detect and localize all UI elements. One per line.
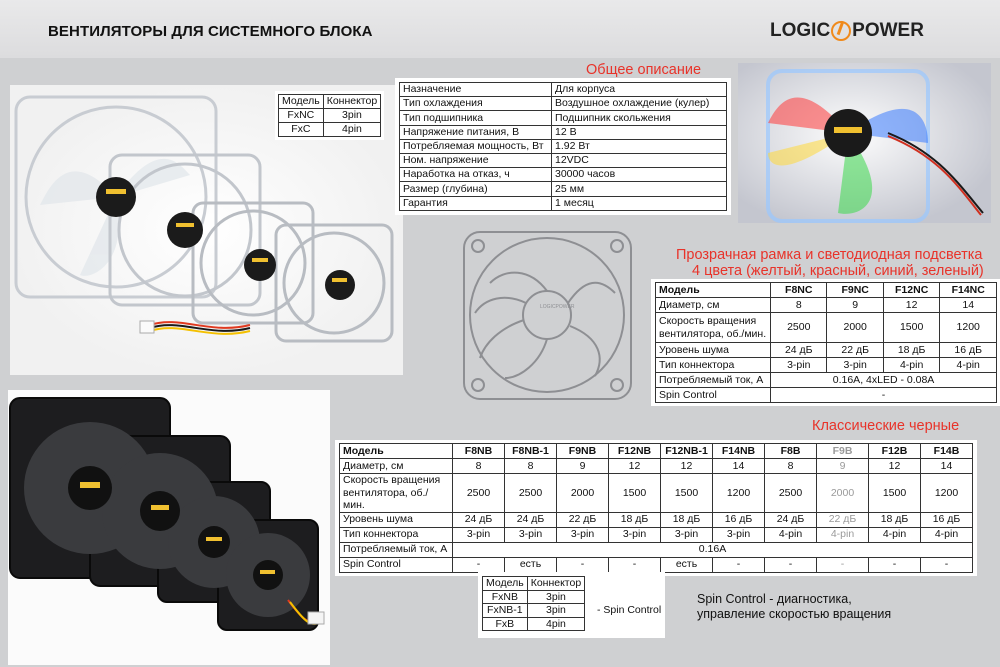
- table-row: Тип коннектора 3-pin 3-pin 3-pin 3-pin 3-pin 3-pin 4-pin 4-pin 4-pin 4-pin: [340, 527, 973, 542]
- table-row: Уровень шума 24 дБ 22 дБ 18 дБ 16 дБ: [656, 343, 997, 358]
- table-row: FxNB 3pin: [483, 590, 585, 604]
- heading-clear-line1: Прозрачная рамка и светодиодная подсветка: [676, 247, 983, 263]
- table-row: Тип охлаждения Воздушное охлаждение (кулер): [400, 97, 727, 111]
- fan-hub-label: LOGICPOWER: [540, 304, 575, 310]
- header-connector: Коннектор: [527, 577, 584, 591]
- heading-classic: Классические черные: [812, 418, 960, 434]
- table-header-row: Модель F8NB F8NB-1 F9NB F12NB F12NB-1 F14NB F8B F9B F12B F14B: [340, 444, 973, 459]
- connector-table-clear: [275, 91, 384, 140]
- logo: [770, 20, 924, 42]
- table-row: Наработка на отказ, ч 30000 часов: [400, 168, 727, 182]
- logo-text-left: LOGIC: [770, 20, 831, 41]
- table-row: Скорость вращения вентилятора, об./мин. 2500 2500 2000 1500 1500 1200 2500 2000 1500 1200: [340, 474, 973, 513]
- table-row: Назначение Для корпуса: [400, 83, 727, 97]
- header-connector: Коннектор: [323, 95, 380, 109]
- table-row: Диаметр, см 8 9 12 14: [656, 298, 997, 313]
- heading-general: Общее описание: [586, 62, 702, 78]
- header-model: Модель: [483, 577, 528, 591]
- table-row: Тип подшипника Подшипник скольжения: [400, 111, 727, 125]
- fan-outline-drawing: [460, 228, 635, 403]
- spin-control-note: [697, 592, 891, 622]
- page-title: ВЕНТИЛЯТОРЫ ДЛЯ СИСТЕМНОГО БЛОКА: [48, 23, 373, 40]
- table-row: Ном. напряжение 12VDC: [400, 153, 727, 167]
- table-row: Скорость вращения вентилятора, об./мин. 2500 2000 1500 1200: [656, 313, 997, 343]
- table-row: FxNB-1 3pin: [483, 604, 585, 618]
- table-row: Тип коннектора 3-pin 3-pin 4-pin 4-pin: [656, 358, 997, 373]
- general-spec-table: [395, 78, 731, 215]
- black-fans-photo: [8, 390, 330, 665]
- logo-text-right: POWER: [852, 20, 924, 41]
- header-model: Модель: [279, 95, 324, 109]
- table-row: Потребляемый ток, А 0.16A: [340, 542, 973, 557]
- table-row: Гарантия 1 месяц: [400, 196, 727, 210]
- table-header-row: Модель F8NC F9NC F12NC F14NC: [656, 283, 997, 298]
- table-row: Потребляемый ток, А 0.16A, 4xLED - 0.08A: [656, 373, 997, 388]
- table-row: Spin Control -: [656, 388, 997, 403]
- table-row: Spin Control - есть - - есть - - - - -: [340, 557, 973, 572]
- table-row: FxC 4pin: [279, 123, 381, 137]
- classic-spec-table: [335, 440, 977, 576]
- heading-clear-line2: 4 цвета (желтый, красный, синий, зеленый): [692, 263, 984, 279]
- table-row: Напряжение питания, В 12 В: [400, 125, 727, 139]
- power-icon: [831, 21, 851, 41]
- note-line-1: Spin Control - диагностика,: [697, 592, 852, 606]
- note-line-2: управление скоростью вращения: [697, 607, 892, 621]
- table-row: Размер (глубина) 25 мм: [400, 182, 727, 196]
- table-row: Потребляемая мощность, Вт 1.92 Вт: [400, 139, 727, 153]
- spin-control-tag: - Spin Control: [597, 604, 662, 616]
- table-row: FxB 4pin: [483, 617, 585, 631]
- table-row: Уровень шума 24 дБ 24 дБ 22 дБ 18 дБ 18 дБ 16 дБ 24 дБ 22 дБ 18 дБ 16 дБ: [340, 512, 973, 527]
- led-fan-photo: [738, 63, 991, 223]
- table-row: Диаметр, см 8 8 9 12 12 14 8 9 12 14: [340, 459, 973, 474]
- clear-spec-table: [651, 279, 1000, 406]
- table-row: FxNC 3pin: [279, 109, 381, 123]
